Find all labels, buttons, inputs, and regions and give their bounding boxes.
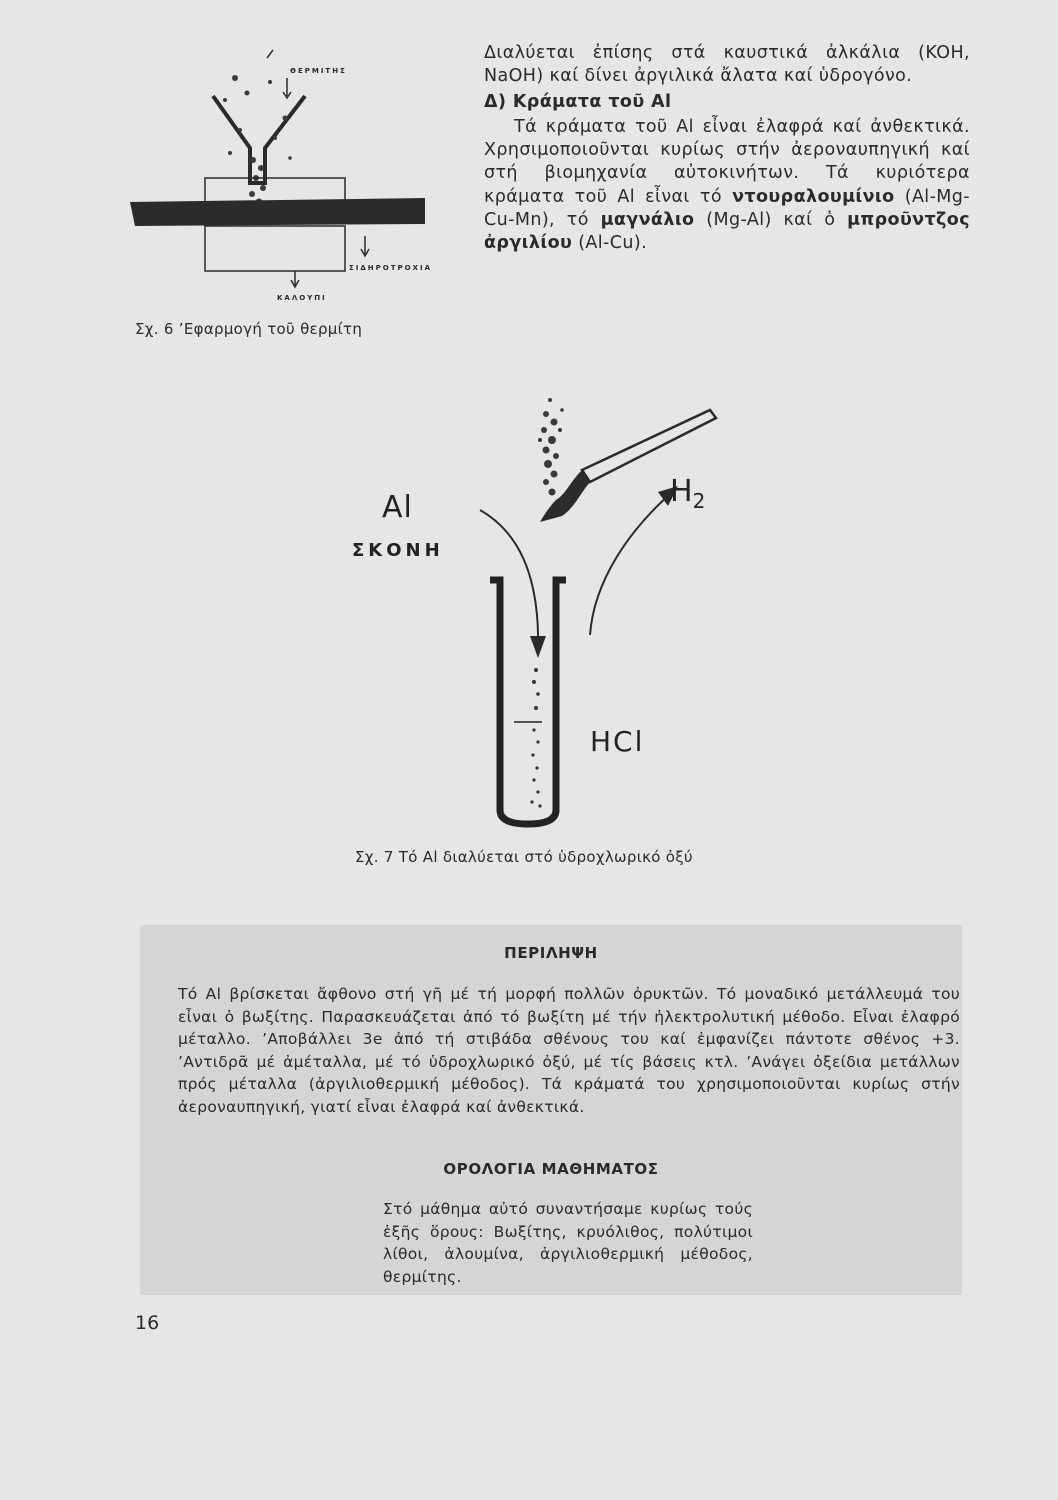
al-label: Al (382, 490, 413, 525)
figure-7 (352, 370, 770, 840)
term-duralumin: ντουραλουμίνιο (732, 186, 895, 207)
term-magnalium: μαγνάλιο (600, 210, 695, 231)
intro-paragraph: Διαλύεται ἐπίσης στά καυστικά ἀλκάλια (KOH, NaOH) καί δίνει ἀργιλικά ἄλατα καί ὑδρογόνο. (484, 43, 970, 87)
h2-subscript: 2 (692, 489, 706, 513)
hcl-label: HCl (590, 725, 645, 758)
thermite-label: ΘΕΡΜΙΤΗΣ (290, 67, 347, 75)
mold-label: ΚΑΛΟΥΠΙ (277, 294, 327, 302)
powder-label: ΣΚΟΝΗ (352, 540, 444, 561)
top-text-block (484, 42, 970, 256)
figure-7-caption: Σχ. 7 Τό Al διαλύεται στό ὑδροχλωρικό ὀξύ (355, 848, 693, 866)
h2-text: H (670, 474, 693, 509)
test-tube-illustration (470, 370, 770, 840)
summary-text: Τό Al βρίσκεται ἄφθονο στή γῆ μέ τή μορφή πολλῶν ὀρυκτῶν. Τό μοναδικό μετάλλευμά του εἶναι ὁ βωξίτης. Παρασκευάζεται ἀπό τό βωξίτη μέ τήν ἠλεκτρολυτική μέθοδο. Εἶναι ἐλαφρό μέταλλο. ’Αποβάλλει 3e ἀπό τή στιβάδα σθένους του καί ἐμφανίζει πάντοτε σθένος +3. ’Αντιδρᾶ μέ ἀμέταλλα, μέ τό ὑδροχλωρικό ὀξύ, μέ τίς βάσεις κτλ. ’Ανάγει ὀξείδια μετάλλων πρός μέταλλα (ἀργιλιοθερμική μέθοδος). Τά κράματά του χρησιμοποιοῦνται κυρίως στήν ἀεροναυπηγική, γιατί εἶναι ἐλαφρά καί ἀνθεκτικά. (178, 985, 960, 1116)
summary-title: ΠΕΡΙΛΗΨΗ (504, 944, 598, 962)
term-aluminium-bronze: μπροῦντζος ἀργιλίου (484, 210, 970, 254)
formula-aluminium-bronze: (Al-Cu). (572, 233, 648, 254)
figure-6-caption: Σχ. 6 ’Εφαρμογή τοῦ θερμίτη (135, 320, 363, 338)
alloys-paragraph (484, 116, 970, 256)
figure-6 (125, 38, 470, 308)
alloys-text: Τά κράματα τοῦ Al εἶναι ἐλαφρά καί ἀνθεκτικά. Χρησιμοποιοῦνται κυρίως στήν ἀεροναυπηγική καί στή βιομηχανία αὐτοκινήτων. Τά κυριότερα κράματα τοῦ Al εἶναι τό (484, 116, 970, 207)
terminology-text: Στό μάθημα αὐτό συναντήσαμε κυρίως τούς ἑξῆς ὅρους: Βωξίτης, κρυόλιθος, πολύτιμοι λίθοι, ἀλουμίνα, ἀργιλιοθερμική μέθοδος, θερμίτης. (383, 1200, 753, 1286)
formula-duralumin: (Al-Mg-Cu-Mn), τό (484, 186, 971, 231)
page-number: 16 (135, 1312, 160, 1334)
terminology-title: ΟΡΟΛΟΓΙΑ ΜΑΘΗΜΑΤΟΣ (443, 1160, 659, 1178)
formula-magnalium: (Mg-Al) καί ὁ (694, 210, 848, 231)
h2-label (670, 474, 705, 513)
section-heading: Δ) Κράματα τοῦ Al (484, 91, 672, 112)
iron-rail-label: ΣΙΔΗΡΟΤΡΟΧΙΑ (349, 264, 433, 272)
